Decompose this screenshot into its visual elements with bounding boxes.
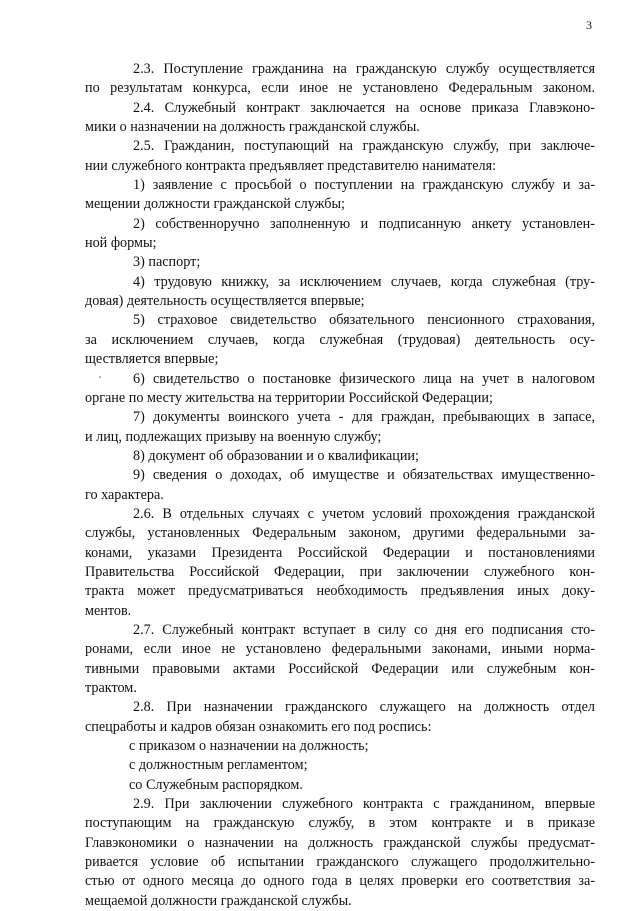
- text-line: 2.3. Поступление гражданина на гражданскую службу осуществляется: [133, 61, 595, 77]
- text-line: мики о назначении на должность гражданской службы.: [85, 119, 420, 136]
- document-body: [85, 60, 595, 911]
- text-line: стью от одного месяца до одного года в целях проверки его соответствия за-: [85, 873, 595, 890]
- text-line: 2.6. В отдельных случаях с учетом условий прохождения гражданской: [133, 505, 595, 522]
- text-line: 4) трудовую книжку, за исключением случаев, когда служебная (тру-: [133, 273, 595, 290]
- text-line: 5) страховое свидетельство обязательного пенсионного страхования,: [133, 312, 595, 329]
- text-line: го характера.: [85, 486, 164, 503]
- text-line: и лиц, подлежащих призыву на военную службу;: [85, 428, 382, 445]
- text-line: с должностным регламентом;: [129, 757, 308, 774]
- text-line: службы, установленных Федеральным законом, другими федеральными за-: [85, 525, 595, 542]
- text-line: 3) паспорт;: [133, 254, 201, 271]
- text-line: 7) документы воинского учета - для граждан, пребывающих в запасе,: [133, 409, 595, 426]
- text-line: ронами, если иное не установлено федеральными законами, иными норма-: [85, 641, 595, 658]
- text-line: 1) заявление с просьбой о поступлении на гражданскую службу и за-: [133, 177, 595, 194]
- text-line: ривается условие об испытании гражданского служащего продолжительно-: [85, 854, 595, 871]
- text-line: ментов.: [85, 602, 132, 619]
- text-line: 2.7. Служебный контракт вступает в силу со дня его подписания сто-: [133, 621, 595, 638]
- text-line: за исключением случаев, когда служебная (трудовая) деятельность осу-: [85, 331, 595, 348]
- text-line: мещаемой должности гражданской службы.: [85, 892, 352, 909]
- text-line: 6) свидетельство о постановке физического лица на учет в налоговом: [133, 370, 595, 387]
- text-line: тракта может предусматриваться необходимость предъявления иных доку-: [85, 583, 595, 600]
- text-line: 2.4. Служебный контракт заключается на основе приказа Главэконо-: [133, 99, 595, 116]
- text-line: поступающим на гражданскую службу, в этом контракте и в приказе: [85, 815, 595, 832]
- text-line: 2.5. Гражданин, поступающий на гражданскую службу, при заключе-: [133, 138, 595, 155]
- text-line: мещении должности гражданской службы;: [85, 196, 345, 213]
- text-line: трактом.: [85, 680, 137, 696]
- text-line: спецработы и кадров обязан ознакомить его под роспись:: [85, 718, 432, 735]
- text-line: Правительства Российской Федерации, при заключении служебного кон-: [85, 563, 595, 580]
- text-line: 2.8. При назначении гражданского служащего на должность отдел: [133, 699, 595, 716]
- page-number: 3: [586, 18, 592, 32]
- text-line: органе по месту жительства на территории Российской Федерации;: [85, 389, 493, 406]
- text-line: конами, указами Президента Российской Федерации и постановлениями: [85, 544, 595, 561]
- text-line: ществляется впервые;: [85, 351, 219, 368]
- text-line: ной формы;: [85, 235, 157, 252]
- text-line: Главэкономики о назначении на должность гражданской службы предусмат-: [85, 834, 595, 851]
- text-line: со Служебным распорядком.: [129, 776, 303, 793]
- text-line: 9) сведения о доходах, об имуществе и обязательствах имущественно-: [133, 467, 595, 484]
- text-line: 2.9. При заключении служебного контракта с гражданином, впервые: [133, 796, 595, 813]
- text-line: с приказом о назначении на должность;: [129, 738, 369, 755]
- text-line: нии служебного контракта предъявляет представителю нанимателя:: [85, 157, 497, 174]
- text-line: довая) деятельность осуществляется впервые;: [85, 293, 365, 310]
- text-line: 8) документ об образовании и о квалификации;: [133, 447, 419, 464]
- text-line: 2) собственноручно заполненную и подписанную анкету установлен-: [133, 215, 595, 232]
- text-line: тивными правовыми актами Российской Федерации или служебным кон-: [85, 660, 595, 677]
- text-line: по результатам конкурса, если иное не установлено Федеральным законом.: [85, 80, 595, 97]
